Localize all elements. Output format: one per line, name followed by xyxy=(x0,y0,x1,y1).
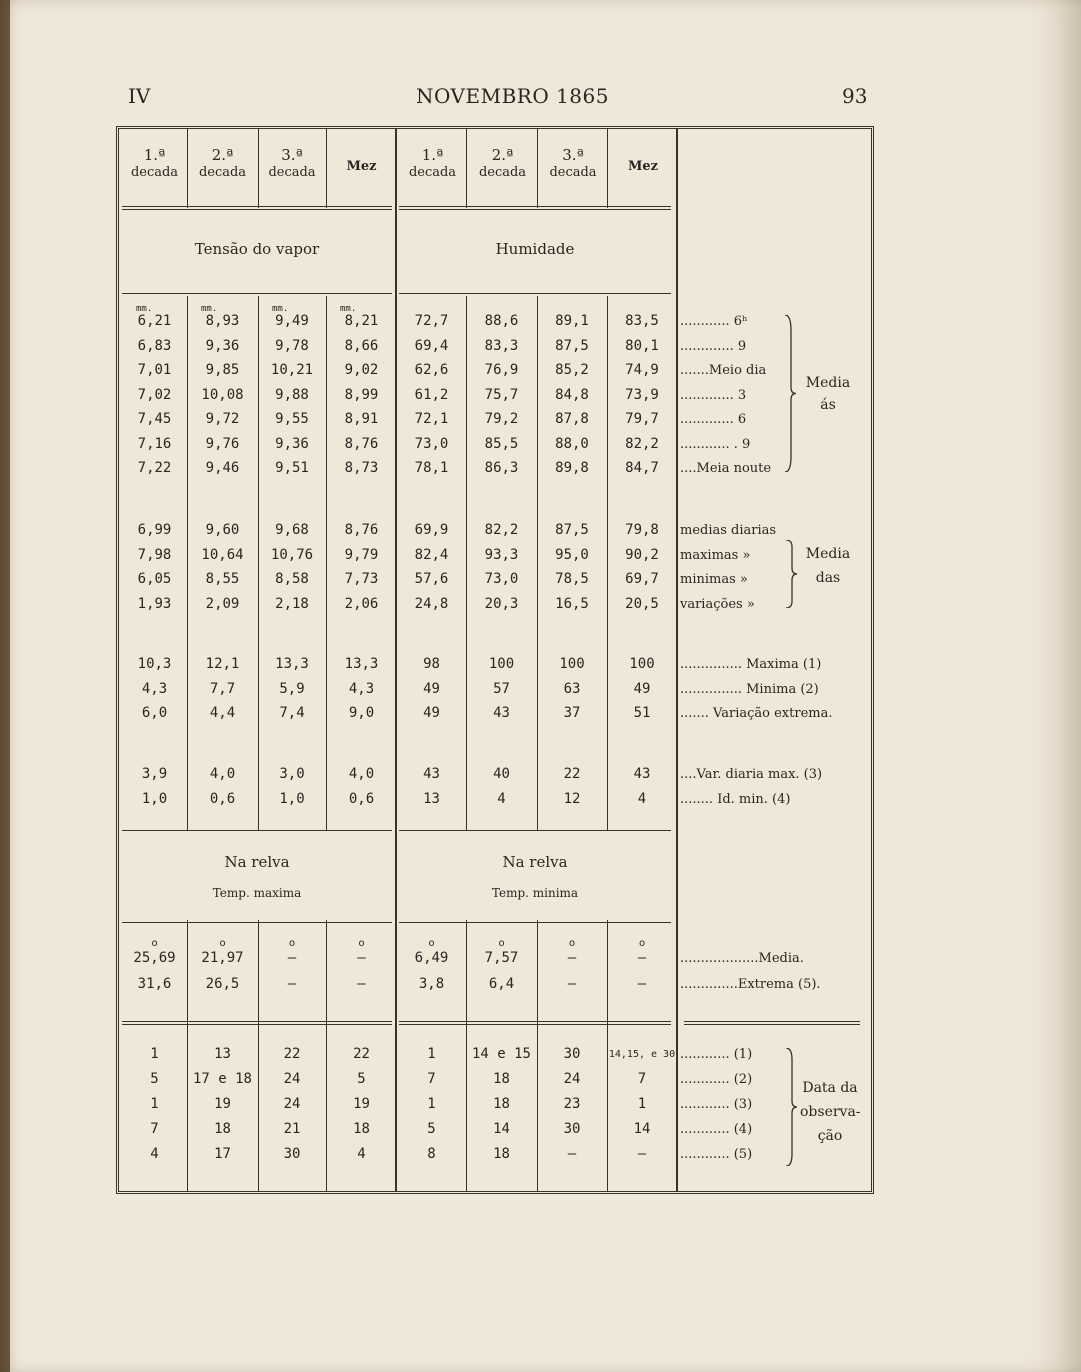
daily-variation-cell: 4,0 xyxy=(209,766,236,782)
daily-variation-cell: 43 xyxy=(423,766,440,782)
observation-date-cell: 14 xyxy=(493,1121,510,1137)
hourly-mean-cell: 73,9 xyxy=(625,386,659,403)
extreme-cell: 100 xyxy=(559,656,585,672)
column-header-number: 1.ª xyxy=(421,146,444,164)
extreme-row-label: ............... Minima (2) xyxy=(680,681,819,697)
unit-label: mm. xyxy=(201,304,218,314)
degree-mark: o xyxy=(428,938,435,949)
observation-date-cell: 18 xyxy=(493,1096,510,1112)
daily-variation-cell: 1,0 xyxy=(141,790,168,807)
observation-date-cell: 14,15, e 30 xyxy=(608,1049,676,1060)
daily-mean-row-label: variações » xyxy=(680,596,755,612)
column-header-number: Mez xyxy=(627,159,659,174)
daily-mean-cell: 9,79 xyxy=(344,546,379,563)
hourly-mean-row-label: .......Meio dia xyxy=(680,363,767,378)
hourly-mean-row-label: ............. 3 xyxy=(680,387,747,403)
hourly-mean-cell: 9,36 xyxy=(275,435,309,452)
daily-mean-cell: 78,5 xyxy=(555,571,589,587)
observation-date-cell: 7 xyxy=(150,1121,159,1137)
hourly-mean-cell: 9,88 xyxy=(275,386,309,403)
observation-date-cell: 5 xyxy=(357,1071,366,1087)
observation-date-cell: 14 xyxy=(633,1121,651,1137)
grass-temperature-cell: 3,8 xyxy=(418,976,445,992)
hourly-mean-cell: 62,6 xyxy=(414,362,449,378)
relva-sub-min: Temp. minima xyxy=(491,886,579,900)
observation-date-cell: 1 xyxy=(150,1096,159,1112)
group-label-media-das xyxy=(800,542,856,590)
hourly-mean-cell: 7,01 xyxy=(137,362,172,378)
extreme-cell: 49 xyxy=(423,680,440,697)
extreme-cell: 63 xyxy=(563,680,581,697)
observation-date-cell: 7 xyxy=(427,1071,436,1087)
dates-rule-right xyxy=(399,1021,671,1025)
column-header-number: 1.ª xyxy=(143,146,166,164)
hourly-mean-cell: 8,91 xyxy=(344,411,379,427)
group-label-line: Media xyxy=(805,375,851,391)
observation-date-cell: 24 xyxy=(283,1096,301,1112)
hourly-mean-cell: 6,83 xyxy=(137,337,172,354)
observation-date-cell: 1 xyxy=(427,1096,436,1112)
hourly-mean-row-label: ............. 6 xyxy=(680,412,747,427)
hourly-mean-cell: 7,45 xyxy=(137,411,172,427)
grass-temperature-cell: 7,57 xyxy=(484,950,519,966)
extreme-row-label: ....... Variação extrema. xyxy=(680,706,833,721)
daily-variation-cell: 3,0 xyxy=(279,766,305,782)
observation-date-row-label: ............ (1) xyxy=(680,1047,753,1062)
observation-date-cell: 18 xyxy=(493,1071,510,1087)
observation-date-cell: 18 xyxy=(214,1121,231,1137)
observation-date-row-label: ............ (5) xyxy=(680,1147,753,1162)
hourly-mean-cell: 9,55 xyxy=(275,411,309,427)
daily-mean-cell: 7,98 xyxy=(137,546,172,563)
hourly-mean-cell: 75,7 xyxy=(484,386,519,403)
daily-mean-cell: 73,0 xyxy=(484,571,519,587)
column-header-label: decada xyxy=(130,165,179,180)
hourly-mean-cell: 9,02 xyxy=(344,362,379,378)
daily-variation-cell: 3,9 xyxy=(141,766,168,782)
hourly-mean-row-label: ....Meia noute xyxy=(680,461,772,476)
degree-mark: o xyxy=(219,938,226,949)
grass-temperature-row-label: ..............Extrema (5). xyxy=(680,977,821,992)
hourly-mean-cell: 83,5 xyxy=(625,313,659,329)
hourly-mean-cell: 9,46 xyxy=(205,460,240,476)
hourly-mean-cell: 7,16 xyxy=(137,435,172,452)
page-header xyxy=(0,84,1081,114)
daily-mean-cell: 2,09 xyxy=(205,595,240,612)
page-title: NOVEMBRO 1865 xyxy=(416,84,609,108)
grass-temperature-cell: 6,4 xyxy=(488,976,515,992)
daily-variation-cell: 4 xyxy=(497,790,506,807)
daily-mean-cell: 82,2 xyxy=(484,522,519,538)
column-header xyxy=(122,146,187,182)
extreme-cell: 4,3 xyxy=(348,680,375,697)
extreme-cell: 5,9 xyxy=(279,680,305,697)
column-header-number: 2.ª xyxy=(211,146,234,164)
unit-label: mm. xyxy=(340,304,357,314)
observation-date-cell: 7 xyxy=(637,1071,647,1087)
relva-sub-max: Temp. maxima xyxy=(212,886,302,900)
hourly-mean-cell: 85,5 xyxy=(484,435,519,452)
observation-date-cell: 23 xyxy=(563,1096,581,1112)
extreme-cell: 37 xyxy=(563,705,581,721)
group-label-line: ás xyxy=(820,397,836,413)
observation-date-cell: — xyxy=(567,1146,577,1162)
section-rule-left xyxy=(122,293,392,294)
daily-mean-cell: 8,55 xyxy=(205,571,240,587)
observation-date-cell: 1 xyxy=(427,1046,436,1062)
observation-date-cell: 21 xyxy=(283,1121,301,1137)
brace-daily-mean xyxy=(784,540,798,608)
relva-rule-bottom-left xyxy=(122,922,392,923)
hourly-mean-cell: 8,99 xyxy=(344,386,379,403)
observation-date-cell: 5 xyxy=(427,1121,436,1137)
observation-date-cell: — xyxy=(637,1146,647,1162)
grass-temperature-cell: — xyxy=(637,976,647,992)
hourly-mean-cell: 84,8 xyxy=(555,386,589,403)
hourly-mean-cell: 88,0 xyxy=(555,435,589,452)
relva-rule-bottom-right xyxy=(399,922,671,923)
daily-mean-cell: 6,99 xyxy=(137,522,172,538)
observation-date-cell: 1 xyxy=(637,1096,647,1112)
hourly-mean-cell: 9,76 xyxy=(205,435,240,452)
hourly-mean-cell: 87,5 xyxy=(555,337,589,354)
observation-date-cell: 19 xyxy=(214,1096,231,1112)
daily-mean-cell: 8,58 xyxy=(275,571,309,587)
grass-temperature-cell: 6,49 xyxy=(414,950,449,966)
extreme-cell: 51 xyxy=(633,705,651,721)
group-label-line: das xyxy=(815,570,841,586)
column-rule xyxy=(607,129,608,208)
daily-mean-cell: 24,8 xyxy=(414,595,449,612)
extreme-cell: 9,0 xyxy=(348,705,375,721)
hourly-mean-cell: 76,9 xyxy=(484,362,519,378)
degree-mark: o xyxy=(358,938,365,949)
daily-mean-cell: 10,64 xyxy=(201,546,244,563)
daily-variation-cell: 22 xyxy=(563,766,581,782)
hourly-mean-cell: 9,72 xyxy=(205,411,240,427)
header-rule-right xyxy=(399,206,671,210)
extreme-cell: 49 xyxy=(423,705,440,721)
grass-temperature-cell: — xyxy=(567,976,577,992)
daily-mean-cell: 10,76 xyxy=(270,546,314,563)
grass-temperature-cell: — xyxy=(637,950,647,966)
column-header-number: 2.ª xyxy=(491,146,514,164)
extreme-cell: 100 xyxy=(629,656,655,672)
daily-mean-row-label: medias diarias xyxy=(680,523,777,538)
column-header-label: decada xyxy=(268,165,316,180)
hourly-mean-cell: 73,0 xyxy=(414,435,449,452)
daily-mean-cell: 9,68 xyxy=(275,522,309,538)
observation-date-cell: 30 xyxy=(283,1146,301,1162)
daily-mean-cell: 79,8 xyxy=(625,522,659,538)
degree-mark: o xyxy=(498,938,505,949)
hourly-mean-cell: 8,93 xyxy=(205,313,240,329)
hourly-mean-cell: 84,7 xyxy=(625,460,659,476)
unit-label: mm. xyxy=(136,304,153,314)
column-header xyxy=(258,146,326,182)
grass-temperature-row-label: ...................Media. xyxy=(680,951,804,966)
observation-date-cell: 14 e 15 xyxy=(471,1046,531,1062)
grass-temperature-cell: — xyxy=(287,950,297,966)
daily-variation-row-label: ....Var. diaria max. (3) xyxy=(680,767,823,782)
hourly-mean-cell: 61,2 xyxy=(414,386,449,403)
column-header-label: decada xyxy=(478,165,527,180)
extreme-cell: 13,3 xyxy=(344,656,379,672)
daily-mean-cell: 20,5 xyxy=(625,595,659,612)
hourly-mean-cell: 83,3 xyxy=(484,337,519,354)
daily-variation-cell: 4 xyxy=(637,790,647,807)
daily-mean-cell: 95,0 xyxy=(555,546,589,563)
section-title-vapor: Tensão do vapor xyxy=(194,240,320,258)
section-numeral: IV xyxy=(128,84,151,108)
hourly-mean-cell: 87,8 xyxy=(555,411,589,427)
column-header-label: decada xyxy=(408,165,457,180)
column-header-number: 3.ª xyxy=(281,146,303,164)
column-header xyxy=(326,158,397,176)
degree-mark: o xyxy=(638,938,646,949)
hourly-mean-cell: 79,2 xyxy=(484,411,519,427)
extreme-cell: 6,0 xyxy=(141,705,168,721)
daily-mean-cell: 57,6 xyxy=(414,571,449,587)
observation-date-cell: 24 xyxy=(563,1071,581,1087)
daily-mean-row-label: minimas » xyxy=(680,572,748,587)
observation-date-cell: 17 e 18 xyxy=(192,1071,252,1087)
daily-mean-cell: 6,05 xyxy=(137,571,172,587)
column-header xyxy=(187,146,258,182)
dates-rule-left xyxy=(122,1021,392,1025)
degree-mark: o xyxy=(288,938,296,949)
daily-variation-cell: 4,0 xyxy=(348,766,375,782)
hourly-mean-cell: 82,2 xyxy=(625,435,659,452)
observation-date-cell: 19 xyxy=(353,1096,370,1112)
daily-variation-cell: 43 xyxy=(633,766,651,782)
daily-mean-cell: 69,9 xyxy=(414,522,449,538)
grass-temperature-cell: 26,5 xyxy=(205,976,240,992)
column-header xyxy=(609,158,677,176)
daily-mean-cell: 2,06 xyxy=(344,595,379,612)
hourly-mean-cell: 9,51 xyxy=(275,460,309,476)
dates-rule-label xyxy=(684,1021,860,1025)
hourly-mean-row-label: ............. 9 xyxy=(680,338,747,354)
hourly-mean-cell: 9,78 xyxy=(275,337,309,354)
daily-mean-cell: 9,60 xyxy=(205,522,240,538)
brace-observation-date xyxy=(784,1048,798,1166)
daily-mean-row-label: maximas » xyxy=(680,547,751,563)
extreme-cell: 49 xyxy=(633,680,651,697)
observation-date-cell: 30 xyxy=(563,1046,581,1062)
section-rule-right xyxy=(399,293,671,294)
observation-date-cell: 18 xyxy=(493,1146,510,1162)
daily-variation-cell: 12 xyxy=(563,790,581,807)
hourly-mean-cell: 72,7 xyxy=(414,313,449,329)
daily-variation-cell: 13 xyxy=(423,790,440,807)
daily-variation-row-label: ........ Id. min. (4) xyxy=(680,791,791,807)
observation-date-cell: 17 xyxy=(214,1146,231,1162)
daily-mean-cell: 7,73 xyxy=(344,571,379,587)
daily-variation-cell: 0,6 xyxy=(348,790,375,807)
hourly-mean-cell: 9,85 xyxy=(205,362,240,378)
daily-mean-cell: 82,4 xyxy=(414,546,449,563)
extreme-cell: 13,3 xyxy=(275,656,309,672)
hourly-mean-cell: 89,1 xyxy=(555,313,589,329)
hourly-mean-cell: 80,1 xyxy=(625,337,659,354)
hourly-mean-cell: 69,4 xyxy=(414,337,449,354)
column-header-number: 3.ª xyxy=(562,146,584,164)
observation-date-cell: 30 xyxy=(563,1121,581,1137)
grass-temperature-cell: — xyxy=(357,950,366,966)
hourly-mean-cell: 7,22 xyxy=(137,460,172,476)
column-header xyxy=(468,146,537,182)
hourly-mean-row-label: ............ . 9 xyxy=(680,436,751,452)
daily-mean-cell: 8,76 xyxy=(344,522,379,538)
hourly-mean-cell: 8,73 xyxy=(344,460,379,476)
book-spine xyxy=(0,0,10,1372)
extreme-cell: 4,3 xyxy=(141,680,168,697)
column-header-label: decada xyxy=(198,165,247,180)
extreme-cell: 98 xyxy=(423,656,440,672)
hourly-mean-cell: 85,2 xyxy=(555,362,589,378)
daily-mean-cell: 16,5 xyxy=(555,595,589,612)
daily-variation-cell: 40 xyxy=(493,766,510,782)
unit-label: mm. xyxy=(272,304,289,314)
column-header xyxy=(399,146,466,182)
daily-mean-cell: 2,18 xyxy=(275,595,309,612)
group-label-data-observacao xyxy=(800,1076,860,1148)
hourly-mean-cell: 8,21 xyxy=(344,313,379,329)
extreme-cell: 100 xyxy=(488,656,515,672)
group-label-media-as xyxy=(800,372,856,416)
observation-date-cell: 22 xyxy=(353,1046,370,1062)
daily-variation-cell: 1,0 xyxy=(279,790,305,807)
extreme-cell: 43 xyxy=(493,705,510,721)
grass-temperature-cell: 31,6 xyxy=(137,976,172,992)
observation-date-row-label: ............ (4) xyxy=(680,1122,753,1137)
daily-mean-cell: 90,2 xyxy=(625,546,659,563)
relva-title-min: Na relva xyxy=(502,853,568,871)
daily-variation-cell: 0,6 xyxy=(209,790,236,807)
column-rule xyxy=(466,129,467,208)
relva-title-max: Na relva xyxy=(224,853,290,871)
group-label-line: Media xyxy=(805,546,851,562)
observation-date-cell: 13 xyxy=(214,1046,231,1062)
daily-mean-cell: 87,5 xyxy=(555,522,589,538)
group-label-line: observa- xyxy=(800,1104,861,1120)
extreme-row-label: ............... Maxima (1) xyxy=(680,657,822,672)
daily-mean-cell: 1,93 xyxy=(137,595,172,612)
extreme-cell: 10,3 xyxy=(137,656,172,672)
daily-mean-cell: 20,3 xyxy=(484,595,519,612)
extreme-cell: 7,7 xyxy=(209,680,236,697)
hourly-mean-cell: 86,3 xyxy=(484,460,519,476)
relva-rule-top-left xyxy=(122,830,392,831)
observation-date-row-label: ............ (3) xyxy=(680,1097,753,1112)
extreme-cell: 57 xyxy=(493,680,510,697)
grass-temperature-cell: 21,97 xyxy=(201,950,244,966)
hourly-mean-cell: 8,66 xyxy=(344,337,379,354)
observation-date-cell: 4 xyxy=(357,1146,366,1162)
observation-date-cell: 1 xyxy=(150,1046,159,1062)
observation-date-row-label: ............ (2) xyxy=(680,1072,753,1087)
hourly-mean-cell: 10,08 xyxy=(201,386,244,403)
hourly-mean-cell: 9,49 xyxy=(275,313,309,329)
extreme-cell: 7,4 xyxy=(279,705,305,721)
section-title-humidity: Humidade xyxy=(495,240,575,258)
grass-temperature-cell: — xyxy=(567,950,577,966)
hourly-mean-cell: 72,1 xyxy=(414,411,449,427)
hourly-mean-cell: 8,76 xyxy=(344,435,379,452)
observation-date-cell: 5 xyxy=(150,1071,159,1087)
grass-temperature-cell: — xyxy=(287,976,297,992)
extreme-cell: 4,4 xyxy=(209,705,236,721)
observation-date-cell: 24 xyxy=(283,1071,301,1087)
header-rule-left xyxy=(122,206,392,210)
brace-hourly-mean xyxy=(783,315,797,472)
extreme-cell: 12,1 xyxy=(205,656,240,672)
hourly-mean-cell: 7,02 xyxy=(137,386,172,403)
group-label-line: ção xyxy=(817,1128,843,1144)
hourly-mean-cell: 79,7 xyxy=(625,411,659,427)
daily-mean-cell: 69,7 xyxy=(625,571,659,587)
grass-temperature-cell: 25,69 xyxy=(133,950,176,966)
hourly-mean-row-label: ............ 6ʰ xyxy=(680,314,748,329)
hourly-mean-cell: 74,9 xyxy=(625,362,659,378)
page-number: 93 xyxy=(842,84,868,108)
column-rule xyxy=(537,129,538,208)
grass-temperature-cell: — xyxy=(357,976,366,992)
hourly-mean-cell: 88,6 xyxy=(484,313,519,329)
group-label-line: Data da xyxy=(802,1080,858,1096)
hourly-mean-cell: 9,36 xyxy=(205,337,240,354)
daily-mean-cell: 93,3 xyxy=(484,546,519,563)
hourly-mean-cell: 89,8 xyxy=(555,460,589,476)
column-header-number: Mez xyxy=(346,159,377,174)
hourly-mean-cell: 10,21 xyxy=(270,362,314,378)
degree-mark: o xyxy=(568,938,576,949)
hourly-mean-cell: 78,1 xyxy=(414,460,449,476)
observation-date-cell: 4 xyxy=(150,1146,159,1162)
observation-date-cell: 22 xyxy=(283,1046,301,1062)
column-header-label: decada xyxy=(549,165,597,180)
degree-mark: o xyxy=(151,938,158,949)
observation-date-cell: 18 xyxy=(353,1121,370,1137)
observation-date-cell: 8 xyxy=(427,1146,436,1162)
relva-rule-top-right xyxy=(399,830,671,831)
hourly-mean-cell: 6,21 xyxy=(137,313,172,329)
column-header xyxy=(539,146,607,182)
